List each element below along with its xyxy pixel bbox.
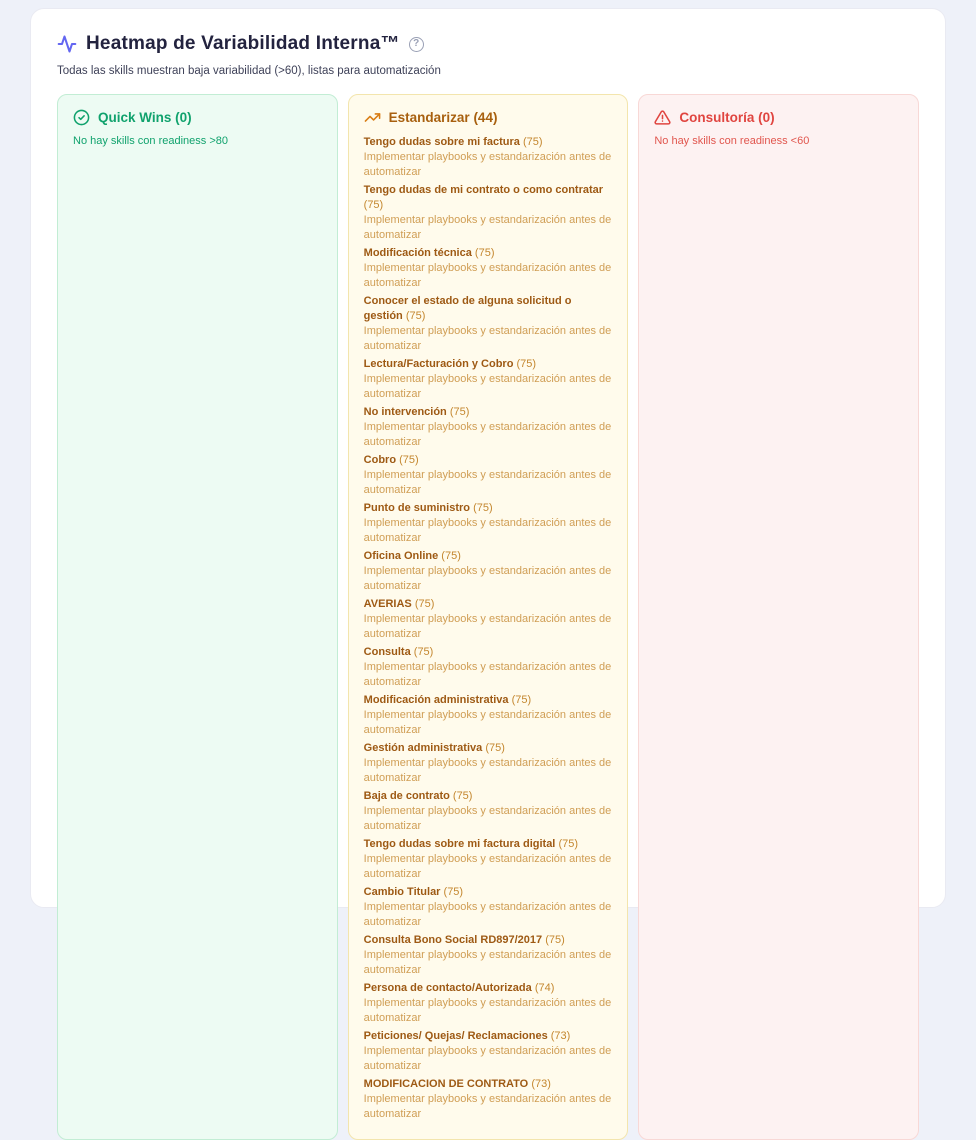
- skill-name: Conocer el estado de alguna solicitud o gestión: [363, 295, 572, 322]
- skill-score: (75): [474, 247, 495, 259]
- skill-name: Cambio Titular: [363, 886, 441, 898]
- skill-item: [364, 453, 613, 498]
- skill-item: [364, 693, 613, 738]
- skill-score: (75): [441, 550, 461, 562]
- skill-recommendation: Implementar playbooks y estandarización antes de automatizar: [363, 325, 612, 352]
- skill-score: (75): [452, 790, 473, 802]
- skill-score: (75): [545, 934, 565, 946]
- skill-item: [364, 357, 613, 402]
- quick-wins-empty-message: No hay skills con readiness >80: [73, 135, 228, 147]
- skill-name: Oficina Online: [363, 550, 439, 562]
- skill-name: Modificación técnica: [363, 247, 472, 259]
- consultoria-empty-message: No hay skills con readiness <60: [654, 135, 810, 147]
- column-estandarizar: [348, 94, 629, 1140]
- skill-recommendation: Implementar playbooks y estandarización antes de automatizar: [363, 709, 612, 736]
- skill-recommendation: Implementar playbooks y estandarización antes de automatizar: [363, 1045, 612, 1072]
- skill-item: [364, 246, 613, 291]
- activity-pulse-icon: [57, 34, 77, 54]
- column-consultoria: [638, 94, 919, 1140]
- skill-recommendation: Implementar playbooks y estandarización antes de automatizar: [363, 151, 612, 178]
- skill-recommendation: Implementar playbooks y estandarización antes de automatizar: [363, 853, 612, 880]
- card-header: [57, 33, 919, 55]
- skill-item: [364, 501, 613, 546]
- skill-name: Persona de contacto/Autorizada: [363, 982, 532, 994]
- heatmap-card: [30, 8, 946, 1120]
- skill-recommendation: Implementar playbooks y estandarización antes de automatizar: [363, 214, 612, 241]
- skill-recommendation: Implementar playbooks y estandarización antes de automatizar: [363, 613, 612, 640]
- skill-score: (75): [516, 358, 537, 370]
- skill-recommendation: Implementar playbooks y estandarización antes de automatizar: [363, 901, 612, 928]
- skill-score: (74): [534, 982, 555, 994]
- skill-name: Tengo dudas sobre mi factura: [363, 136, 520, 148]
- skill-score: (75): [443, 886, 464, 898]
- skill-recommendation: Implementar playbooks y estandarización antes de automatizar: [363, 997, 612, 1024]
- skill-name: Peticiones/ Quejas/ Reclamaciones: [363, 1030, 548, 1042]
- skill-recommendation: Implementar playbooks y estandarización antes de automatizar: [363, 949, 612, 976]
- help-icon[interactable]: ?: [409, 37, 424, 52]
- column-consultoria-title: Consultoría (0): [679, 110, 775, 125]
- skill-item: [364, 645, 613, 690]
- skill-score: (75): [414, 598, 435, 610]
- skill-recommendation: Implementar playbooks y estandarización antes de automatizar: [363, 517, 612, 544]
- skill-score: (75): [558, 838, 578, 850]
- skill-item: [364, 405, 613, 450]
- skill-name: Punto de suministro: [363, 502, 470, 514]
- skill-score: (75): [399, 454, 419, 466]
- skill-score: (75): [485, 742, 505, 754]
- skill-score: (75): [449, 406, 470, 418]
- skill-recommendation: Implementar playbooks y estandarización antes de automatizar: [363, 421, 612, 448]
- skill-item: [364, 183, 613, 243]
- skill-name: Consulta: [363, 646, 411, 658]
- skill-score: (75): [363, 199, 384, 211]
- skill-name: Cobro: [363, 454, 397, 466]
- skill-item: [364, 885, 613, 930]
- skill-list: [364, 135, 613, 1122]
- skill-item: [364, 294, 613, 354]
- page-title: Heatmap de Variabilidad Interna™: [86, 33, 400, 54]
- skill-item: [364, 789, 613, 834]
- skill-item: [364, 135, 613, 180]
- skill-name: No intervención: [363, 406, 447, 418]
- skill-recommendation: Implementar playbooks y estandarización antes de automatizar: [363, 1093, 612, 1120]
- skill-recommendation: Implementar playbooks y estandarización antes de automatizar: [363, 661, 612, 688]
- skill-recommendation: Implementar playbooks y estandarización antes de automatizar: [363, 565, 612, 592]
- skill-score: (75): [405, 310, 426, 322]
- skill-item: [364, 837, 613, 882]
- column-quick-wins-title: Quick Wins (0): [98, 110, 192, 125]
- skill-name: Consulta Bono Social RD897/2017: [363, 934, 543, 946]
- trending-up-icon: [364, 109, 381, 126]
- heatmap-columns: [57, 94, 919, 1120]
- column-quick-wins: [57, 94, 338, 1140]
- skill-item: [364, 549, 613, 594]
- skill-score: (73): [531, 1078, 551, 1090]
- skill-item: [364, 1077, 613, 1122]
- alert-triangle-icon: [654, 109, 671, 126]
- skill-item: [364, 981, 613, 1026]
- skill-name: Gestión administrativa: [363, 742, 483, 754]
- skill-score: (73): [550, 1030, 571, 1042]
- skill-item: [364, 741, 613, 786]
- skill-recommendation: Implementar playbooks y estandarización antes de automatizar: [363, 469, 612, 496]
- skill-recommendation: Implementar playbooks y estandarización antes de automatizar: [363, 262, 612, 289]
- skill-recommendation: Implementar playbooks y estandarización antes de automatizar: [363, 805, 612, 832]
- skill-name: Lectura/Facturación y Cobro: [363, 358, 514, 370]
- skill-name: Tengo dudas de mi contrato o como contratar: [363, 184, 604, 196]
- skill-item: [364, 933, 613, 978]
- skill-item: [364, 1029, 613, 1074]
- skill-score: (75): [413, 646, 434, 658]
- skill-recommendation: Implementar playbooks y estandarización antes de automatizar: [363, 373, 612, 400]
- skill-score: (75): [473, 502, 493, 514]
- column-estandarizar-title: Estandarizar (44): [388, 110, 498, 125]
- skill-score: (75): [523, 136, 543, 148]
- skill-name: Tengo dudas sobre mi factura digital: [363, 838, 556, 850]
- skill-name: AVERIAS: [363, 598, 412, 610]
- skill-item: [364, 597, 613, 642]
- skill-score: (75): [511, 694, 532, 706]
- skill-name: MODIFICACION DE CONTRATO: [363, 1078, 529, 1090]
- skill-name: Modificación administrativa: [363, 694, 509, 706]
- page-subtitle: Todas las skills muestran baja variabilidad (>60), listas para automatización: [57, 65, 441, 77]
- skill-recommendation: Implementar playbooks y estandarización antes de automatizar: [363, 757, 612, 784]
- check-circle-icon: [73, 109, 90, 126]
- skill-name: Baja de contrato: [363, 790, 450, 802]
